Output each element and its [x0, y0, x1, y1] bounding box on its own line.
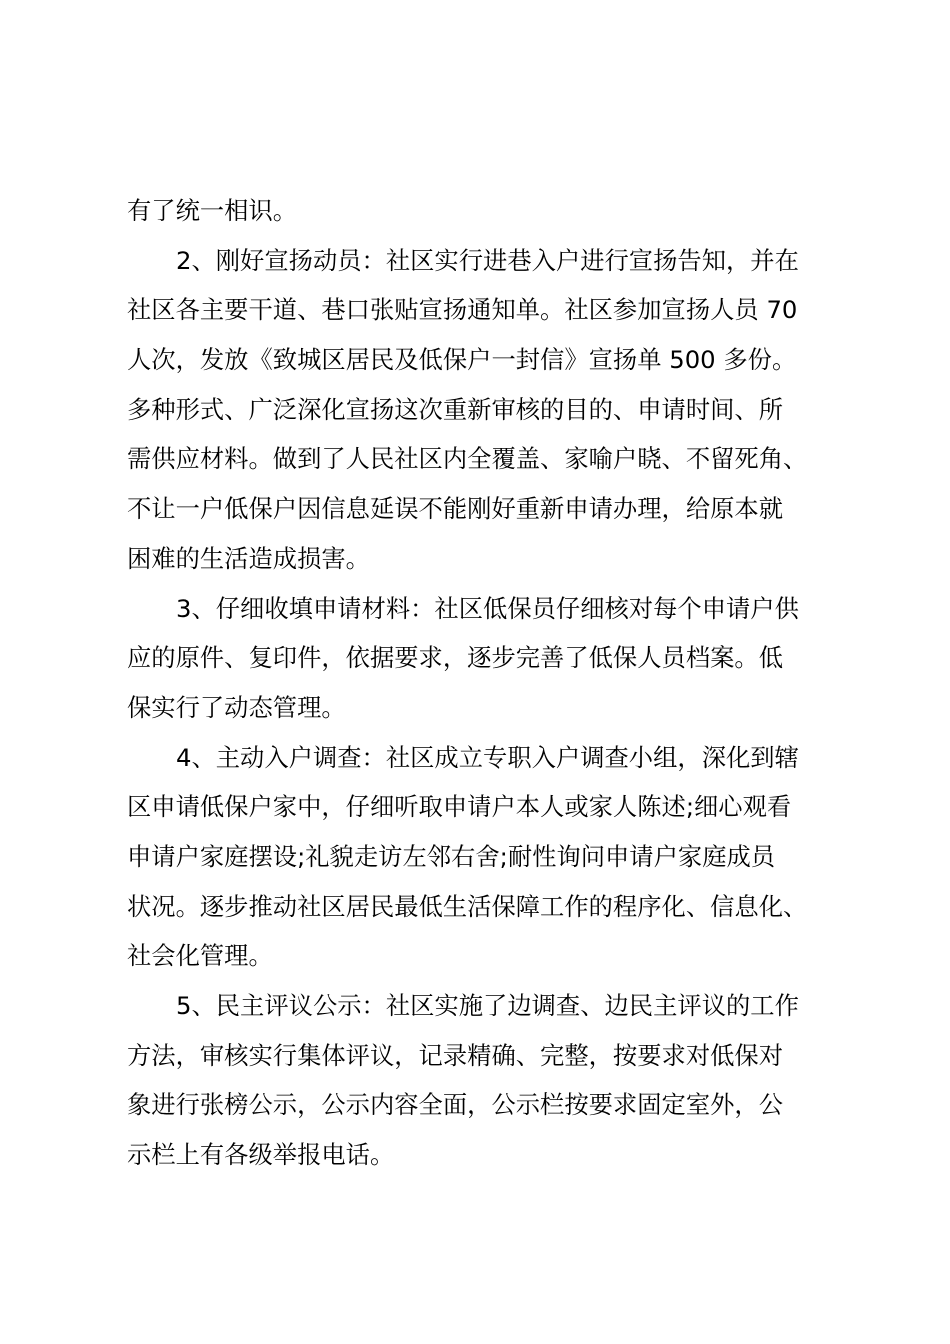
text-line: 需供应材料。做到了人民社区内全覆盖、家喻户晓、不留死角、	[127, 444, 808, 474]
text-line: 社区各主要干道、巷口张贴宣扬通知单。社区参加宣扬人员 70	[127, 295, 798, 325]
text-line: 2、刚好宣扬动员：社区实行进巷入户进行宣扬告知，并在	[176, 245, 799, 275]
text-line: 3、仔细收填申请材料：社区低保员仔细核对每个申请户供	[176, 593, 799, 623]
text-line: 社会化管理。	[127, 941, 273, 971]
text-line: 应的原件、复印件，依据要求，逐步完善了低保人员档案。低	[127, 643, 784, 673]
text-line: 困难的生活造成损害。	[127, 543, 370, 573]
text-line: 有了统一相识。	[127, 196, 298, 225]
text-line: 保实行了动态管理。	[127, 692, 346, 722]
text-line: 区申请低保户家中，仔细听取申请户本人或家人陈述;细心观看	[127, 792, 792, 822]
text-line: 申请户家庭摆设;礼貌走访左邻右舍;耐性询问申请户家庭成员	[127, 841, 776, 871]
text-line: 5、民主评议公示：社区实施了边调查、边民主评议的工作	[176, 991, 799, 1020]
text-line: 状况。逐步推动社区居民最低生活保障工作的程序化、信息化、	[127, 891, 808, 921]
text-line: 4、主动入户调查：社区成立专职入户调查小组，深化到辖	[176, 742, 799, 772]
text-line: 不让一户低保户因信息延误不能刚好重新申请办理，给原本就	[127, 494, 784, 524]
text-line: 人次，发放《致城区居民及低保户一封信》宣扬单 500 多份。	[127, 345, 797, 375]
text-line: 多种形式、广泛深化宣扬这次重新审核的目的、申请时间、所	[127, 394, 784, 424]
body-text	[127, 186, 843, 1180]
text-line: 方法，审核实行集体评议，记录精确、完整，按要求对低保对	[127, 1040, 784, 1070]
text-line: 象进行张榜公示，公示内容全面，公示栏按要求固定室外，公	[127, 1090, 784, 1120]
text-line: 示栏上有各级举报电话。	[127, 1140, 395, 1170]
